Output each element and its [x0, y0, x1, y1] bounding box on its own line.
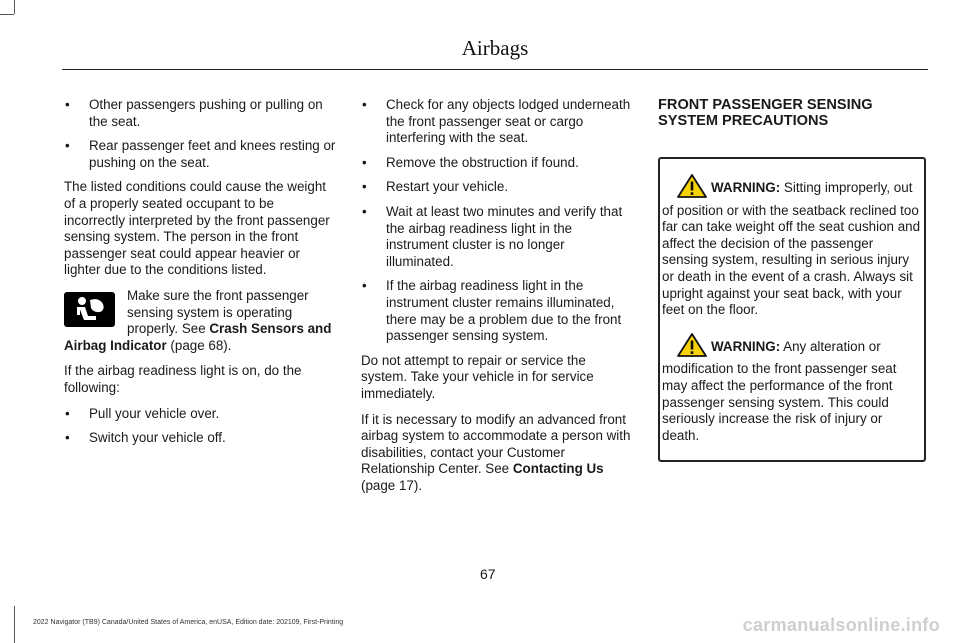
body-paragraph: Do not attempt to repair or service the system. Take your vehicle in for service immediately.	[361, 352, 594, 401]
section-heading: FRONT PASSENGER SENSING SYSTEM PRECAUTIONS	[658, 97, 873, 129]
cross-reference-link[interactable]: Contacting Us	[512, 461, 604, 477]
crop-mark	[14, 606, 15, 643]
warning-text: Sitting improperly, out of position or with the seatback reclined too far can take weight off the seat cushion and affect the decision of the passenger sensing system, resulting in serious injury or death in the event of a crash. Always sit upright against your seat back, with your feet on the floor.	[662, 180, 921, 318]
page-number: 67	[480, 566, 496, 582]
list-item: • Restart your vehicle.	[361, 179, 631, 196]
paragraph-text: If it is necessary to modify an advanced front airbag system to accommodate a person with disabilities, contact your Customer Relationship Center. See	[361, 411, 631, 477]
watermark: carmanualsonline.info	[742, 615, 940, 635]
list-item: • If the airbag readiness light in the instrument cluster remains illuminated, there may be a problem due to the front passenger sensing system.	[361, 278, 631, 344]
crop-mark	[14, 0, 15, 14]
list-item: • Pull your vehicle over.	[64, 406, 336, 423]
header-rule	[62, 69, 928, 70]
page-reference: (page 17).	[361, 477, 423, 493]
page-reference: (page 68).	[166, 337, 232, 353]
bullet-list	[361, 97, 631, 345]
list-item: • Check for any objects lodged underneath the front passenger seat or cargo interfering with the seat.	[361, 97, 631, 147]
warning-triangle-icon	[677, 333, 707, 362]
column-3	[658, 97, 926, 462]
body-paragraph	[361, 412, 631, 495]
warning-paragraph	[662, 174, 922, 319]
cross-reference-link[interactable]: Crash Sensors and Airbag Indicator	[64, 321, 332, 353]
list-item: • Wait at least two minutes and verify that the airbag readiness light in the instrument cluster is no longer illuminated.	[361, 204, 631, 270]
icon-note-text: Make sure the front passenger sensing system is operating properly. See	[127, 287, 309, 337]
bullet-list-top	[64, 97, 336, 171]
list-item: • Switch your vehicle off.	[64, 430, 336, 447]
list-item: • Remove the obstruction if found.	[361, 155, 631, 172]
warning-label: WARNING:	[711, 338, 781, 354]
list-item: • Other passengers pushing or pulling on the seat.	[64, 97, 336, 130]
icon-note	[64, 288, 336, 354]
warning-box	[658, 157, 926, 462]
list-item: • Rear passenger feet and knees resting or pushing on the seat.	[64, 138, 336, 171]
column-1	[64, 97, 336, 455]
warning-triangle-icon	[677, 174, 707, 203]
crop-mark	[0, 14, 14, 15]
body-paragraph: If the airbag readiness light is on, do the following:	[64, 363, 302, 395]
page-title: Airbags	[461, 36, 529, 60]
body-paragraph: The listed conditions could cause the weight of a properly seated occupant to be incorrectly interpreted by the front passenger sensing system. The person in the front passenger seat could appear heavier or lighter due to the conditions listed.	[64, 179, 330, 278]
column-2	[361, 97, 631, 503]
bullet-list-bottom	[64, 406, 336, 447]
warning-label: WARNING:	[711, 180, 781, 195]
warning-text: Any alteration or modification to the front passenger seat may affect the performance of the front passenger sensing system. This could seriously increase the risk of injury or death.	[662, 338, 897, 443]
airbag-occupant-icon	[64, 292, 115, 327]
footer-edition-text: 2022 Navigator (TB9) Canada/United States of America, enUSA, Edition date: 202109, First-Printing	[33, 619, 344, 626]
warning-paragraph	[662, 333, 922, 445]
